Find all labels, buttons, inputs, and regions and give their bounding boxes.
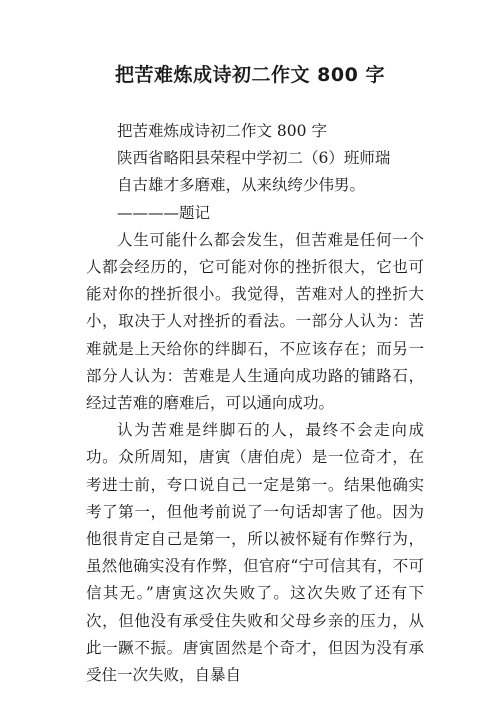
paragraph: 人生可能什么都会发生，但苦难是任何一个人都会经历的，它可能对你的挫折很大，它也可能对你的挫折很小。我觉得，苦难对人的挫折大小，取决于人对挫折的看法。一部分人认为：苦难就是上天给你的绊脚石，不应该存在；而另一部分人认为：苦难是人生通向成功路的铺路石，经过苦难的磨难后，可以通向成功。	[86, 230, 424, 413]
document-title: 把苦难炼成诗初二作文 800 字	[115, 64, 385, 86]
meta-line-epigraph-attribution: ————题记	[117, 203, 211, 222]
paragraph: 认为苦难是绊脚石的人，最终不会走向成功。众所周知，唐寅（唐伯虎）是一位奇才，在考进士前，夸口说自己一定是第一。结果他确实考了第一，但他考前说了一句话却害了他。因为他很肯定自己是第一，所以被怀疑有作弊行为，虽然他确实没有作弊，但官府“宁可信其有，不可信其无。”唐寅这次失败了。这次失败了还有下次，但他没有承受住失败和父母乡亲的压力，从此一蹶不振。唐寅固然是个奇才，但因为没有承受住一次失败，自暴自	[86, 421, 424, 685]
document-body	[86, 118, 424, 689]
meta-line-author: 陕西省略阳县荣程中学初二（6）班师瑞	[117, 149, 391, 168]
meta-line-title: 把苦难炼成诗初二作文 800 字	[117, 122, 327, 140]
meta-line-epigraph: 自古雄才多磨难，从来纨绔少伟男。	[117, 176, 366, 195]
